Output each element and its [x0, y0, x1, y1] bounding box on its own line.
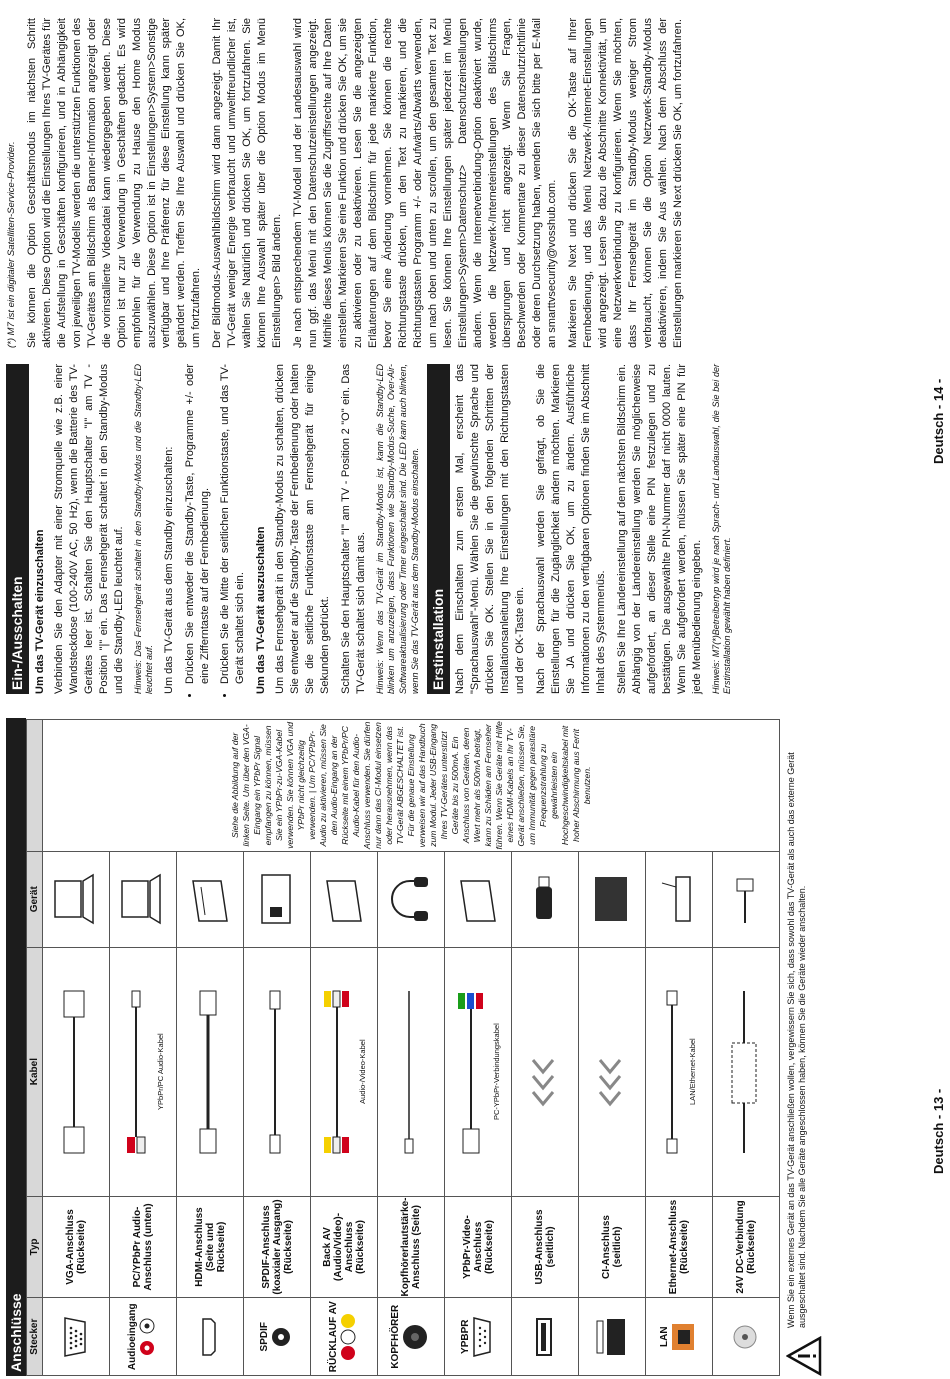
turn-on-text: Verbinden Sie den Adapter mit einer Stromquelle wie z.B. einer Wandsteckdose (100-240V AC, 50 Hz), wenn die Batterie des TV-Gerätes leer ist. Schalten Sie den Hauptschalter "I" am TV - Position "|" ein. Das Fernsehgerät schaltet in den Standby-Modus und die Standby-LED leuchtet auf.	[52, 364, 125, 694]
type-label: HDMI-Anschluss (Seite und Rückseite)	[177, 1196, 244, 1298]
col-header-kabel: Kabel	[27, 947, 43, 1196]
list-item: • Drücken Sie die Mitte der seitlichen Funktionstaste, und das TV-Gerät schaltet sich ein.	[218, 364, 248, 684]
section-title-install: Erstinstallation	[427, 364, 450, 694]
standby-intro: Um das TV-Gerät aus dem Standby einzuschalten:	[163, 446, 176, 694]
type-label: YPbPr-Video-Anschluss (Rückseite)	[445, 1196, 512, 1298]
install-text-1: Nach dem Einschalten zum ersten Mal, erscheint das "Sprachauswahl"-Menü. Wählen Sie die gewünschte Sprache und drücken Sie OK. Stellen Sie in den folgenden Schritten der Installationsanleitung Ihre Einstellungen mit den Richtungstasten und der OK-Taste ein.	[454, 364, 527, 694]
vga-port-icon	[43, 1298, 110, 1376]
provider-note: (*) M7 ist ein digitaler Satelliten-Service-Provider.	[6, 141, 17, 348]
ci-slot-icon	[579, 1298, 646, 1376]
plug-label: LAN	[659, 1326, 670, 1347]
store-mode-text: Sie können die Option Geschäftsmodus im nächsten Schritt aktivieren. Diese Option wird die Einstellungen Ihres TV-Gerätes für die Aufstellung in Geschäften konfigurieren, und in Abhängigkeit von jeweiligen TV-Modells werden die unterstützten Funktionen des TV-Gerätes am Bildschirm als Banner-Information angezeigt oder die vorinstallierte Videodatei kann wiedergegeben werden. Diese Option ist nur zur Verwendung in Geschäften gedacht. Es wird empfohlen für die Verwendung zu Hause den Home Modus auszuwählen. Diese Option ist in Einstellungen>System>Sonstige verfügbar und Ihre Präferenz für diese Einstellung kann später geändert werden. Treffen Sie Ihre Auswahl und drücken Sie OK, um fortzufahren.	[25, 18, 203, 348]
side-note: Siehe die Abbildung auf der linken Seite. Um über den VGA-Eingang ein YPbPr Signal empfangen zu können, müssen Sie ein YPbPr-zu-VGA-Kabel verwenden. Sie können VGA und YPbPr nicht gleichzeitig verwenden. | Um PC/YPbPr-Audio zu aktivieren, müssen Sie den Audio-Eingang an der Rückseite mit einem YPbPr/PC Audio-Kabel für den Audio-Anschluss verwenden. Sie dürfen nur dann das CI-Modul einsetzen oder herausnehmen, wenn das TV-Gerät ABGESCHALTET ist. Für die genaue Einstellung verweisen wir auf das Handbuch zum Modul. Jeder USB-Eingang Ihres TV-Gerätes unterstützt Geräte bis zu 500mA. Ein Anschluss von Geräten, deren Wert mehr als 500mA beträgt, kann zu Schäden am Fernseher führen. Wenn Sie Geräte mit Hilfe eines HDMI-Kabels an Ihr TV-Gerät anschließen, müssen Sie, um Immunität gegen parasitäre Frequenzstrahlung zu gewährleisten ein Hochgeschwindigkeitskabel mit hoher Abschirmung aus Ferrit benutzen.	[43, 720, 780, 852]
plug-label: KOPFHÖRER	[390, 1304, 401, 1369]
usb-port-icon	[512, 1298, 579, 1376]
type-label: Ethernet-Anschluss (Rückseite)	[646, 1196, 713, 1298]
heading-turn-on: Um das TV-Gerät einzuschalten	[34, 529, 47, 694]
col-header-stecker: Stecker	[27, 1298, 43, 1376]
laptop-icon	[110, 851, 177, 947]
column-2	[6, 18, 692, 348]
col-header-geraet: Gerät	[27, 851, 43, 947]
heading-turn-off: Um das TV-Gerät auszuschalten	[254, 526, 267, 694]
type-label: VGA-Anschluss (Rückseite)	[43, 1196, 110, 1298]
turn-on-hint: Hinweis: Das Fernsehgerät schaltet in den Standby-Modus und die Standby-LED leuchtet auf.	[132, 364, 155, 694]
lan-cable-icon	[646, 947, 713, 1196]
footer-page-14: Deutsch - 14 -	[931, 378, 946, 464]
col-header-note	[27, 720, 43, 852]
cable-label: LAN/Ethernet-Kabel	[688, 1038, 697, 1105]
audio-jack-icon	[138, 1314, 156, 1360]
headphone-jack-icon	[401, 1323, 429, 1351]
standby-steps	[183, 364, 248, 694]
table-row	[43, 720, 110, 1376]
warning-icon	[786, 1336, 822, 1376]
warning-box	[786, 726, 822, 1376]
vga-cable-icon	[43, 947, 110, 1196]
usb-chevrons-icon	[512, 947, 579, 1196]
type-label: CI-Anschluss (seitlich)	[579, 1196, 646, 1298]
usb-stick-icon	[512, 851, 579, 947]
install-hint: Hinweis: M7(*)Betreibertyp wird je nach Sprach- und Landauswahl, die Sie bei der Erstinstallation gewählt haben definiert.	[710, 364, 733, 694]
power-adapter-icon	[713, 947, 780, 1196]
type-label: Back AV (Audio/Video)-Anschluss (Rückseite)	[311, 1196, 378, 1298]
type-label: USB-Anschluss (seitlich)	[512, 1196, 579, 1298]
plug-label: SPDIF	[259, 1322, 270, 1352]
page-14	[6, 4, 906, 694]
turn-off-text: Um das Fernsehgerät in den Standby-Modus zu schalten, drücken Sie entweder auf die Standby-Taste der Fernbedienung oder halten Sie die seitliche Funktionstaste am Fernsehgerät für einige Sekunden gedrückt.	[273, 364, 331, 694]
lan-port-icon	[670, 1322, 696, 1352]
hdmi-port-icon	[177, 1298, 244, 1376]
plug-label: Audioeingang	[127, 1303, 138, 1371]
turn-off-hint: Hinweis: Wenn das TV-Gerät im Standby-Modus ist, kann die Standby-LED blinken um anzuzeigen, dass Funktionen wie Standby-Modus-Suche, Over-Air-Softwareaktualisierung oder Timer eingeschaltet sind. Die LED kann auch blinken, wenn Sie das TV-Gerät aus dem Standby-Modus einschalten.	[374, 364, 420, 694]
page-13	[6, 716, 906, 1376]
ci-chevrons-icon	[579, 947, 646, 1196]
dc-jack-icon	[713, 1298, 780, 1376]
type-label: 24V DC-Verbindung (Rückseite)	[713, 1196, 780, 1298]
install-text-2: Nach der Sprachauswahl werden Sie gefragt, ob Sie die Einstellungen für die Zugänglichkeit ändern möchten. Markieren Sie JA und drücken Sie OK, um zu ändern. Ausführliche Informationen zu den verfügbaren Optionen finden Sie im Abschnitt Inhalt des Systemmenüs.	[535, 364, 607, 694]
cable-label: PC-YPbPr-Verbindungskabel	[492, 1023, 501, 1120]
turn-off-text-2: Schalten Sie den Hauptschalter "I" am TV - Position 2 "O" ein. Das TV-Gerät schaltet sich damit aus.	[339, 364, 367, 694]
type-label: PC/YPbPr Audio-Anschluss (unten)	[110, 1196, 177, 1298]
coax-cable-icon	[244, 947, 311, 1196]
power-plug-icon	[713, 851, 780, 947]
headphone-cable-icon	[378, 947, 445, 1196]
hdmi-cable-icon	[177, 947, 244, 1196]
cable-label: Audio-/Video-Kabel	[358, 1039, 367, 1104]
list-item: • Drücken Sie entweder die Standby-Taste, Programme +/- oder eine Zifferntaste auf der Fernbedienung.	[183, 364, 213, 684]
router-icon	[646, 851, 713, 947]
spdif-jack-icon	[270, 1326, 292, 1348]
picture-mode-text: Der Bildmodus-Auswahlbildschirm wird dann angezeigt. Damit Ihr TV-Gerät weniger Energie verbraucht und umweltfreundlicher ist, wählen Sie Natürlich und drücken Sie OK, um fortzufahren. Sie können Ihre Auswahl später über die Option Modus im Menü Einstellungen> Bild ändern.	[211, 18, 284, 348]
player-device-icon	[177, 851, 244, 947]
cam-module-icon	[579, 851, 646, 947]
connection-table	[26, 719, 780, 1376]
column-1	[6, 364, 740, 694]
type-label: SPDIF-Anschluss (koaxialer Ausgang) (Rückseite)	[244, 1196, 311, 1298]
table-header	[27, 720, 43, 1376]
headphones-icon	[378, 851, 445, 947]
footer-page-13: Deutsch - 13 -	[931, 1088, 946, 1174]
network-text: Markieren Sie Next und drücken Sie die OK-Taste auf Ihrer Fernbedienung, und das Menü Netzwerk-/Internet-Einstellungen wird angezeigt. Lesen Sie dazu die Abschnitte Konnektivität, um eine Netzwerkverbindung zu konfigurieren. Wenn Sie möchten, dass Ihr Fernsehgerät im Standby-Modus weniger Strom verbraucht, können Sie die Option Netzwerk-Standby-Modus deaktivieren, indem Sie Aus wählen. Nach dem Abschluss der Einstellungen markieren Sie Next drücken Sie OK, um fortzufahren.	[567, 18, 684, 348]
av-cable-icon	[311, 947, 378, 1196]
section-title-anschluesse: Anschlüsse	[6, 718, 26, 1376]
col-header-typ: Typ	[27, 1196, 43, 1298]
amplifier-icon	[244, 851, 311, 947]
install-text-3: Stellen Sie Ihre Ländereinstellung auf dem nächsten Bildschirm ein. Abhängig von der Ländereinstellung werden Sie möglicherweise aufgefordert, an dieser Stelle eine PIN festzulegen und zu bestätigen. Die ausgewählte PIN-Nummer darf nicht 0000 lauten. Wenn Sie aufgefordert werden, müssen Sie später eine PIN für jede Menübedienung eingeben.	[615, 364, 703, 694]
player-device-icon	[445, 851, 512, 947]
privacy-text: Je nach entsprechendem TV-Modell und der Landesauswahl wird nun ggf. das Menü mit den Datenschutzeinstellungen angezeigt. Mithilfe dieses Menüs können Sie die Zugriffsrechte auf Ihre Daten einstellen. Markieren Sie eine Funktion und drücken Sie OK, um sie zu aktivieren oder zu deaktivieren. Lesen Sie die angezeigten Erläuterungen auf dem Bildschirm für jede markierte Funktion, bevor Sie eine Änderung vornehmen. Sie können die rechte Richtungstaste drücken, um den Text zu markieren, und die Richtungstasten Programm +/- oder Aufwärts/Abwärts verwenden, um nach oben und unten zu scrollen, um den gesamten Text zu lesen. Sie können Ihre Einstellungen später jederzeit im Menü Einstellungen>System>Datenschutz> Datenschutzeinstellungen ändern. Wenn die Internetverbindung-Option deaktiviert wurde, werden die Netzwerk-/Interneteinstellungen des Bildschirms übersprungen und nicht angezeigt. Wenn Sie Fragen, Beschwerden oder Kommentare zu dieser Datenschutzrichtlinie oder deren Durchsetzung haben, wenden Sie sich bitte per E-Mail an smarttvsecurity@vosshub.com.	[292, 18, 559, 348]
laptop-icon	[43, 851, 110, 947]
player-device-icon	[311, 851, 378, 947]
ypbpr-port-icon	[471, 1315, 493, 1359]
ypbpr-cable-icon	[445, 947, 512, 1196]
plug-label: RÜCKLAUF AV	[328, 1301, 339, 1373]
warning-text: Wenn Sie ein externes Gerät an das TV-Gerät anschließen wollen, vergewissern Sie sich, dass sowohl das TV-Gerät als auch das externe Gerät ausgeschaltet sind. Nachdem Sie alle Geräte angeschlossen haben, können Sie die Geräte wieder anschalten.	[786, 752, 808, 1328]
plug-label: YPBPR	[460, 1319, 471, 1354]
cable-label: YPbPr/PC Audio-Kabel	[156, 1033, 165, 1110]
av-jack-icon	[339, 1312, 357, 1362]
type-label: Kopfhörerlautstärke-Anschluss (Seite)	[378, 1196, 445, 1298]
audio-cable-icon	[110, 947, 177, 1196]
section-title-power: Ein-/Ausschalten	[6, 364, 29, 694]
